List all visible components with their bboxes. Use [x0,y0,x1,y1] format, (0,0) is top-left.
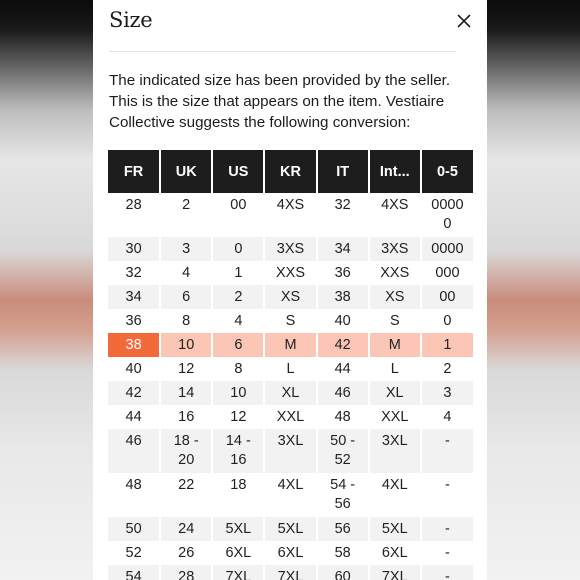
cell-0-5: 2 [421,357,473,381]
cell-kr: 7XL [264,565,316,580]
table-row [108,405,473,429]
cell-uk: 28 [160,565,212,580]
table-row [108,541,473,565]
cell-it: 34 [317,237,369,261]
cell-kr: S [264,309,316,333]
table-row [108,285,473,309]
cell-it: 46 [317,381,369,405]
cell-fr: 48 [108,473,160,517]
cell-us: 0 [212,237,264,261]
modal-title: Size [109,8,153,32]
cell-kr: XL [264,381,316,405]
cell-it: 50 - 52 [317,429,369,473]
close-button[interactable] [453,10,475,32]
cell-int: 3XS [369,237,421,261]
cell-it: 54 - 56 [317,473,369,517]
cell-fr: 36 [108,309,160,333]
table-row [108,309,473,333]
cell-us: 10 [212,381,264,405]
cell-0-5: 0 [421,309,473,333]
cell-uk: 8 [160,309,212,333]
cell-int: M [369,333,421,357]
size-conversion-table [108,150,473,580]
table-header-row [108,150,473,193]
cell-us: 6XL [212,541,264,565]
cell-0-5: 0000 0 [421,193,473,237]
cell-us: 00 [212,193,264,237]
title-divider [109,51,456,52]
cell-uk: 12 [160,357,212,381]
cell-us: 2 [212,285,264,309]
cell-uk: 6 [160,285,212,309]
table-row [108,357,473,381]
header-0-5: 0-5 [421,150,473,193]
cell-int: S [369,309,421,333]
cell-kr: XXS [264,261,316,285]
cell-kr: 3XL [264,429,316,473]
cell-it: 60 [317,565,369,580]
header-it: IT [317,150,369,193]
cell-int: XL [369,381,421,405]
cell-us: 7XL [212,565,264,580]
cell-fr: 38 [108,333,160,357]
cell-int: 4XL [369,473,421,517]
cell-uk: 3 [160,237,212,261]
cell-it: 38 [317,285,369,309]
cell-0-5: 0000 [421,237,473,261]
cell-us: 6 [212,333,264,357]
header-uk: UK [160,150,212,193]
header-int: Int... [369,150,421,193]
cell-uk: 26 [160,541,212,565]
cell-us: 1 [212,261,264,285]
cell-0-5: 00 [421,285,473,309]
cell-uk: 4 [160,261,212,285]
cell-kr: 4XS [264,193,316,237]
cell-uk: 2 [160,193,212,237]
header-kr: KR [264,150,316,193]
cell-int: XXL [369,405,421,429]
cell-fr: 34 [108,285,160,309]
cell-fr: 32 [108,261,160,285]
table-row [108,193,473,237]
cell-0-5: - [421,517,473,541]
cell-us: 4 [212,309,264,333]
cell-0-5: - [421,541,473,565]
cell-kr: 4XL [264,473,316,517]
table-row [108,429,473,473]
cell-kr: 3XS [264,237,316,261]
cell-us: 18 [212,473,264,517]
cell-it: 40 [317,309,369,333]
cell-kr: M [264,333,316,357]
cell-uk: 14 [160,381,212,405]
header-fr: FR [108,150,160,193]
table-row [108,565,473,580]
cell-int: 3XL [369,429,421,473]
cell-kr: 5XL [264,517,316,541]
cell-it: 32 [317,193,369,237]
cell-fr: 42 [108,381,160,405]
table-row [108,381,473,405]
table-row [108,261,473,285]
size-description: The indicated size has been provided by the seller. This is the size that appears on the item. Vestiaire Collective suggests the following conversion: [109,72,451,131]
cell-kr: L [264,357,316,381]
cell-uk: 16 [160,405,212,429]
size-modal [93,0,487,580]
cell-int: L [369,357,421,381]
cell-fr: 28 [108,193,160,237]
cell-it: 44 [317,357,369,381]
cell-int: XXS [369,261,421,285]
cell-it: 42 [317,333,369,357]
cell-fr: 52 [108,541,160,565]
cell-kr: XXL [264,405,316,429]
cell-fr: 54 [108,565,160,580]
cell-fr: 30 [108,237,160,261]
table-row [108,237,473,261]
table-row-selected [108,333,473,357]
cell-0-5: 000 [421,261,473,285]
cell-us: 12 [212,405,264,429]
cell-it: 56 [317,517,369,541]
cell-fr: 44 [108,405,160,429]
table-row [108,517,473,541]
cell-int: XS [369,285,421,309]
cell-0-5: - [421,565,473,580]
cell-kr: 6XL [264,541,316,565]
cell-us: 8 [212,357,264,381]
cell-fr: 50 [108,517,160,541]
cell-it: 58 [317,541,369,565]
cell-0-5: - [421,473,473,517]
cell-0-5: 3 [421,381,473,405]
cell-kr: XS [264,285,316,309]
cell-int: 4XS [369,193,421,237]
cell-fr: 40 [108,357,160,381]
cell-us: 5XL [212,517,264,541]
table-row [108,473,473,517]
cell-int: 5XL [369,517,421,541]
close-icon [453,10,475,32]
cell-0-5: 1 [421,333,473,357]
cell-us: 14 - 16 [212,429,264,473]
cell-it: 36 [317,261,369,285]
cell-0-5: - [421,429,473,473]
cell-0-5: 4 [421,405,473,429]
cell-it: 48 [317,405,369,429]
cell-uk: 24 [160,517,212,541]
cell-int: 7XL [369,565,421,580]
cell-uk: 10 [160,333,212,357]
cell-uk: 18 - 20 [160,429,212,473]
cell-uk: 22 [160,473,212,517]
header-us: US [212,150,264,193]
cell-int: 6XL [369,541,421,565]
cell-fr: 46 [108,429,160,473]
